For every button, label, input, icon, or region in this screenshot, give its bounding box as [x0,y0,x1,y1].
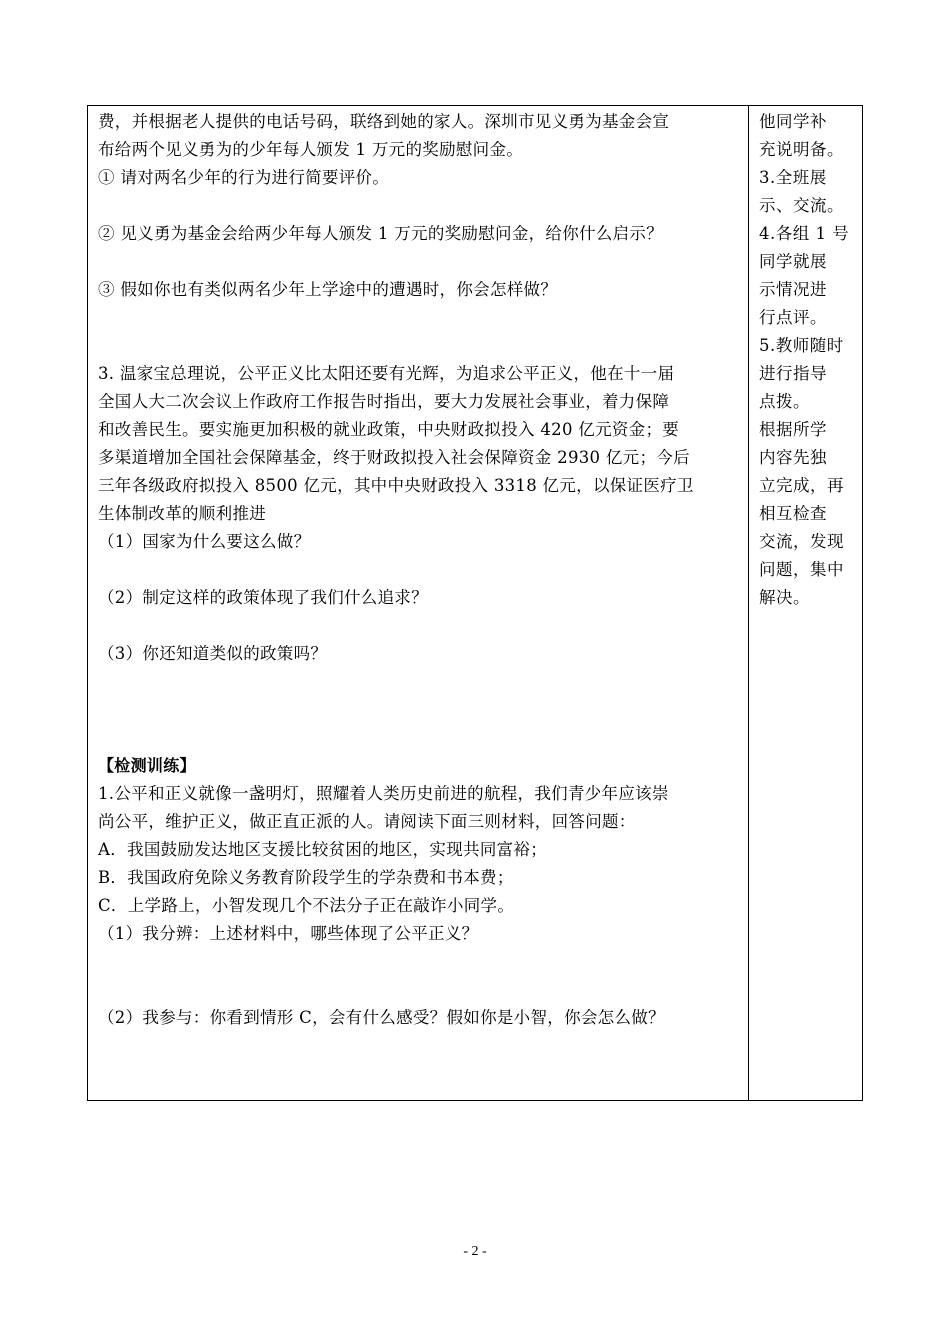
side-note-line: 示情况进 [759,280,827,299]
page-number: - 2 - [463,1244,487,1259]
item3-line: 3. 温家宝总理说，公平正义比太阳还要有光辉，为追求公平正义，他在十一届 [98,364,675,383]
side-note-line: 相互检查 [759,504,827,523]
side-note-line: 内容先独 [759,448,827,467]
option-b: B．我国政府免除义务教育阶段学生的学杂费和书本费； [98,868,514,887]
question-1: ① 请对两名少年的行为进行简要评价。 [98,168,390,187]
side-note-line: 根据所学 [759,420,827,439]
test-heading: 【检测训练】 [98,756,196,775]
side-note-line: 解决。 [759,588,810,607]
content-table [87,105,863,1101]
item3-line: 多渠道增加全国社会保障基金，终于财政拟投入社会保障资金 2930 亿元；今后 [98,448,690,467]
item3-line: 全国人大二次会议上作政府工作报告时指出，要大力发展社会事业，着力保障 [98,392,670,411]
side-note-line: 交流，发现 [759,532,844,551]
sub-question-2: （2）制定这样的政策体现了我们什么追求？ [98,588,428,607]
side-note-line: 立完成，再 [759,476,844,495]
option-c: C．上学路上，小智发现几个不法分子正在敲诈小同学。 [98,896,515,915]
item3-line: 生体制改革的顺利推进 [98,504,266,523]
sub-question-1: （1）国家为什么要这么做？ [98,532,311,551]
test-question-1: （1）我分辨：上述材料中，哪些体现了公平正义？ [98,924,479,943]
option-a: A．我国鼓励发达地区支援比较贫困的地区，实现共同富裕； [98,840,548,859]
main-column [98,108,746,1032]
question-3: ③ 假如你也有类似两名少年上学途中的遭遇时，你会怎样做？ [98,280,558,299]
sub-question-3: （3）你还知道类似的政策吗？ [98,644,328,663]
test1-line: 尚公平，维护正义，做正直正派的人。请阅读下面三则材料，回答问题： [98,812,636,831]
item3-line: 和改善民生。要实施更加积极的就业政策，中央财政拟投入 420 亿元资金；要 [98,420,680,439]
side-note-line: 示、交流。 [759,196,844,215]
side-note-line: 5.教师随时 [759,336,844,355]
question-2: ② 见义勇为基金会给两少年每人颁发 1 万元的奖励慰问金，给你什么启示？ [98,224,664,243]
side-note-line: 3.全班展 [759,168,827,187]
side-note-line: 他同学补 [759,112,827,131]
side-note-line: 同学就展 [759,252,827,271]
item3-line: 三年各级政府拟投入 8500 亿元，其中中央财政投入 3318 亿元，以保证医疗卫 [98,476,694,495]
side-note-line: 4.各组 1 号 [759,224,850,243]
side-note-line: 点拨。 [759,392,810,411]
column-divider [748,106,749,1100]
side-note-line: 问题，集中 [759,560,844,579]
side-column [759,108,863,612]
test-question-2: （2）我参与：你看到情形 C，会有什么感受？假如你是小智，你会怎么做？ [98,1008,665,1027]
intro-line: 费，并根据老人提供的电话号码，联络到她的家人。深圳市见义勇为基金会宣 [98,112,670,131]
side-note-line: 充说明备。 [759,140,844,159]
test1-line: 1.公平和正义就像一盏明灯，照耀着人类历史前进的航程，我们青少年应该崇 [98,784,669,803]
intro-line: 布给两个见义勇为的少年每人颁发 1 万元的奖励慰问金。 [98,140,524,159]
side-note-line: 行点评。 [759,308,827,327]
side-note-line: 进行指导 [759,364,827,383]
